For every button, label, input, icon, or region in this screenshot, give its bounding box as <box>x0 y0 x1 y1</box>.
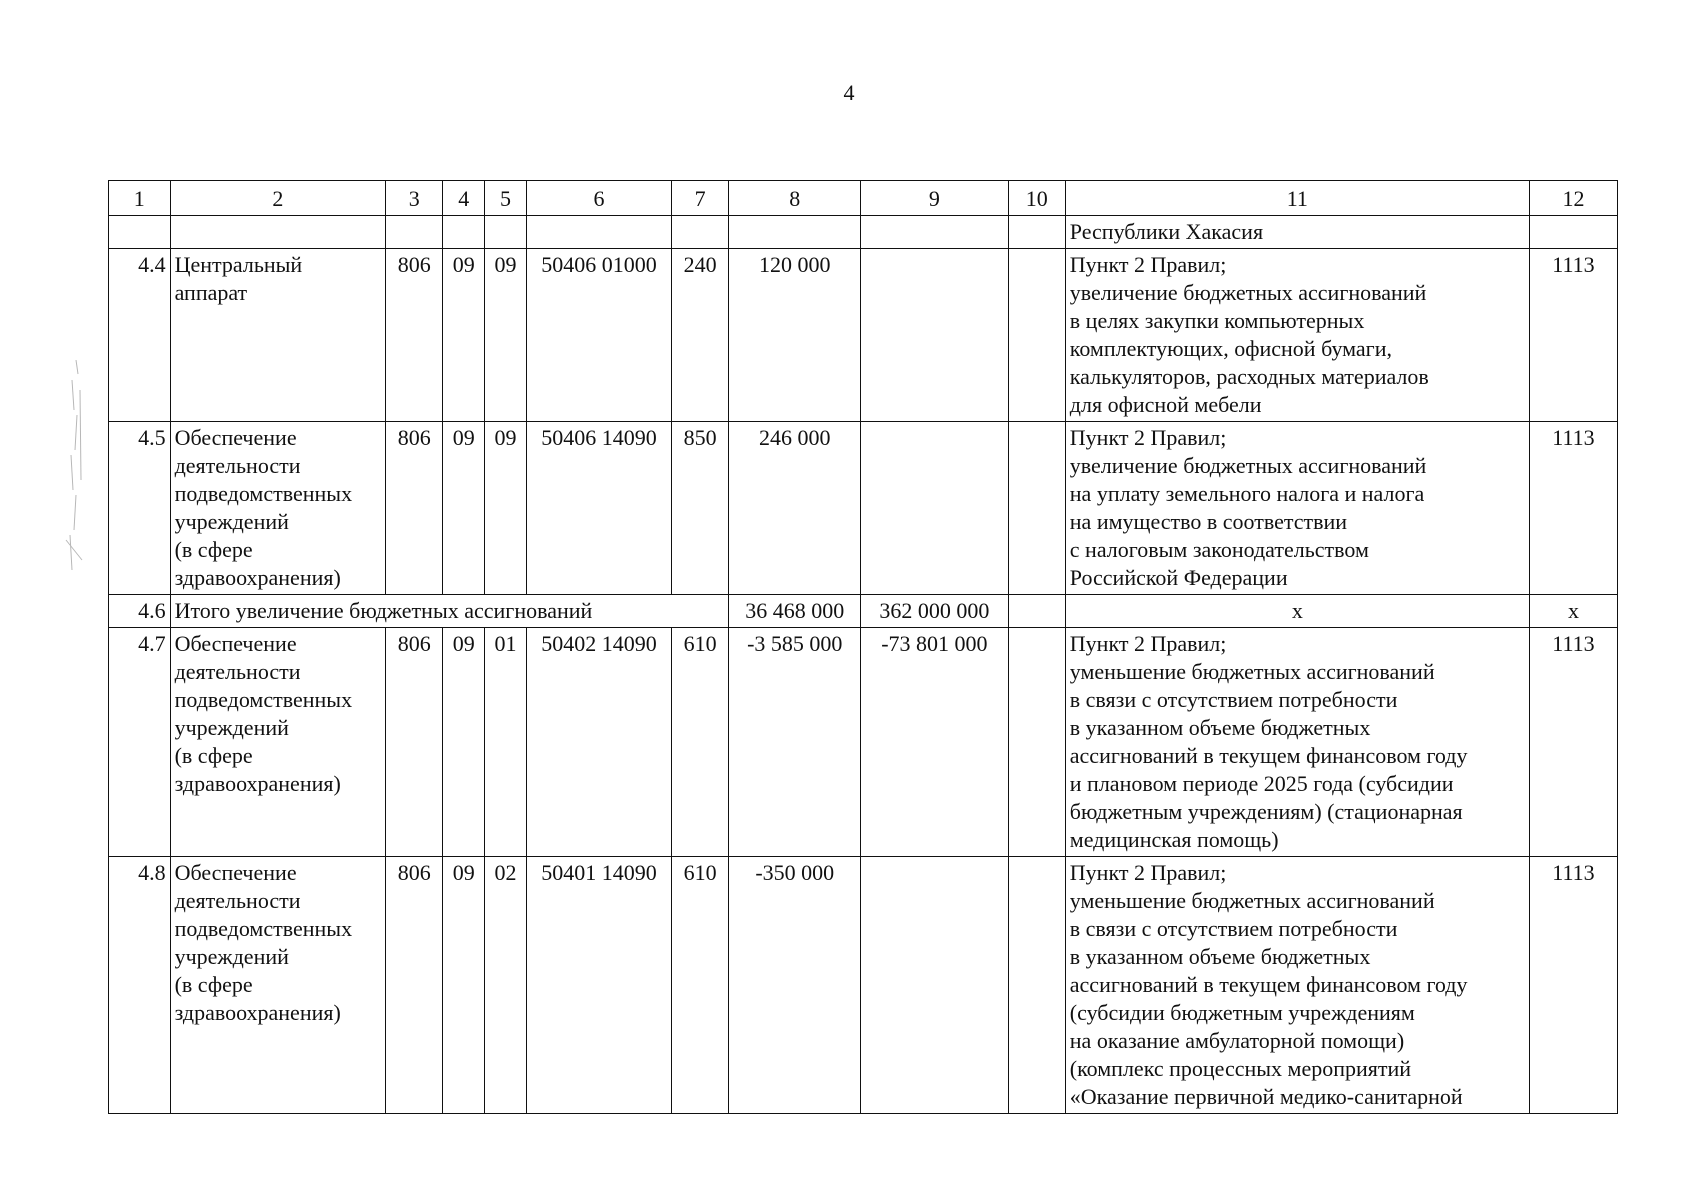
code-ministry: 806 <box>386 249 443 422</box>
amount-col10 <box>1008 628 1065 857</box>
total-label: Итого увеличение бюджетных ассигнований <box>170 595 729 628</box>
col-header-1: 1 <box>109 181 171 216</box>
amount-current: 120 000 <box>729 249 861 422</box>
code-ministry: 806 <box>386 422 443 595</box>
row-number: 4.4 <box>109 249 171 422</box>
justification-cell: Республики Хакасия <box>1065 216 1529 249</box>
total-row <box>109 595 1618 628</box>
justification-cell: Пункт 2 Правил; уменьшение бюджетных ассигнований в связи с отсутствием потребности в указанном объеме бюджетных ассигнований в текущем финансовом году (субсидии бюджетным учреждениям на оказание амбулаторной помощи) (комплекс процессных мероприятий «Оказание первичной медико-санитарной <box>1065 857 1529 1114</box>
code-ministry: 806 <box>386 857 443 1114</box>
total-amount-current: 36 468 000 <box>729 595 861 628</box>
total-amount-plan: 362 000 000 <box>861 595 1008 628</box>
col-header-5: 5 <box>485 181 527 216</box>
code-ministry: 806 <box>386 628 443 857</box>
col-header-7: 7 <box>672 181 729 216</box>
code-section: 09 <box>443 249 485 422</box>
code-col12: 1113 <box>1529 628 1617 857</box>
row-name: Обеспечение деятельности подведомственных учреждений (в сфере здравоохранения) <box>170 857 386 1114</box>
total-col12: х <box>1529 595 1617 628</box>
row-name: Центральный аппарат <box>170 249 386 422</box>
code-expense-type: 610 <box>672 857 729 1114</box>
code-section: 09 <box>443 422 485 595</box>
col-header-2: 2 <box>170 181 386 216</box>
code-target: 50406 01000 <box>526 249 671 422</box>
table-row <box>109 422 1618 595</box>
code-target: 50402 14090 <box>526 628 671 857</box>
amount-plan: -73 801 000 <box>861 628 1008 857</box>
col-header-12: 12 <box>1529 181 1617 216</box>
justification-cell: Пункт 2 Правил; уменьшение бюджетных ассигнований в связи с отсутствием потребности в указанном объеме бюджетных ассигнований в текущем финансовом году и плановом периоде 2025 года (субсидии бюджетным учреждениям) (стационарная медицинская помощь) <box>1065 628 1529 857</box>
amount-current: 246 000 <box>729 422 861 595</box>
row-number: 4.6 <box>109 595 171 628</box>
amount-plan <box>861 422 1008 595</box>
col-header-11: 11 <box>1065 181 1529 216</box>
header-row <box>109 181 1618 216</box>
amount-col10 <box>1008 857 1065 1114</box>
amount-current: -350 000 <box>729 857 861 1114</box>
code-subsection: 01 <box>485 628 527 857</box>
table-row <box>109 857 1618 1114</box>
total-col10 <box>1008 595 1065 628</box>
code-expense-type: 610 <box>672 628 729 857</box>
col-header-9: 9 <box>861 181 1008 216</box>
continuation-row <box>109 216 1618 249</box>
table-row <box>109 249 1618 422</box>
budget-table <box>108 180 1618 1114</box>
code-subsection: 02 <box>485 857 527 1114</box>
amount-col10 <box>1008 422 1065 595</box>
code-col12: 1113 <box>1529 249 1617 422</box>
row-number: 4.8 <box>109 857 171 1114</box>
table-row <box>109 628 1618 857</box>
col-header-8: 8 <box>729 181 861 216</box>
row-number: 4.7 <box>109 628 171 857</box>
code-col12: 1113 <box>1529 857 1617 1114</box>
code-subsection: 09 <box>485 422 527 595</box>
amount-current: -3 585 000 <box>729 628 861 857</box>
scan-artifact <box>62 360 88 580</box>
amount-plan <box>861 249 1008 422</box>
code-target: 50406 14090 <box>526 422 671 595</box>
code-expense-type: 850 <box>672 422 729 595</box>
justification-cell: Пункт 2 Правил; увеличение бюджетных ассигнований на уплату земельного налога и налога на имущество в соответствии с налоговым законодательством Российской Федерации <box>1065 422 1529 595</box>
col-header-6: 6 <box>526 181 671 216</box>
total-justification: х <box>1065 595 1529 628</box>
row-name: Обеспечение деятельности подведомственных учреждений (в сфере здравоохранения) <box>170 422 386 595</box>
col-header-3: 3 <box>386 181 443 216</box>
code-col12: 1113 <box>1529 422 1617 595</box>
row-name: Обеспечение деятельности подведомственных учреждений (в сфере здравоохранения) <box>170 628 386 857</box>
col-header-10: 10 <box>1008 181 1065 216</box>
amount-col10 <box>1008 249 1065 422</box>
code-expense-type: 240 <box>672 249 729 422</box>
code-section: 09 <box>443 857 485 1114</box>
row-number: 4.5 <box>109 422 171 595</box>
code-subsection: 09 <box>485 249 527 422</box>
page-number: 4 <box>843 80 855 105</box>
amount-plan <box>861 857 1008 1114</box>
code-section: 09 <box>443 628 485 857</box>
code-target: 50401 14090 <box>526 857 671 1114</box>
justification-cell: Пункт 2 Правил; увеличение бюджетных ассигнований в целях закупки компьютерных комплектующих, офисной бумаги, калькуляторов, расходных материалов для офисной мебели <box>1065 249 1529 422</box>
col-header-4: 4 <box>443 181 485 216</box>
